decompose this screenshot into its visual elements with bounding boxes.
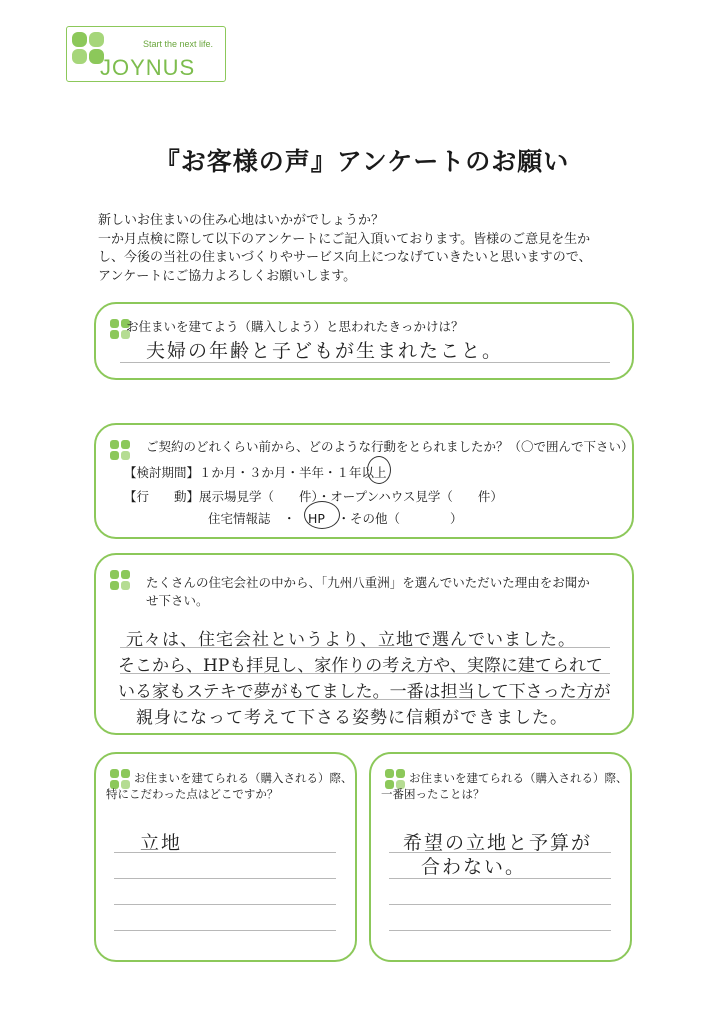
- question-box-motivation: [94, 302, 634, 380]
- handwritten-answer-line: 親身になって考えて下さる姿勢に信頼ができました。: [136, 708, 568, 728]
- clover-icon: [110, 440, 130, 460]
- action-label: 【行 動】: [124, 489, 200, 504]
- page-title: 『お客様の声』アンケートのお願い: [154, 147, 570, 176]
- intro-line: 新しいお住まいの住み心地はいかがでしょうか？: [98, 213, 385, 228]
- question-text: たくさんの住宅会社の中から、「九州八重洲」を選んでいただいた理由をお聞か: [146, 575, 590, 590]
- handwritten-answer-line: いる家もステキで夢がもてました。一番は担当して下さった方が: [118, 682, 611, 702]
- intro-line: 一か月点検に際して以下のアンケートにご記入頂いております。皆様のご意見を生か: [98, 231, 591, 247]
- action-options-1: 展示場見学（ 件）・オープンハウス見学（ 件）: [199, 489, 503, 504]
- period-row: [124, 463, 387, 481]
- answer-line: [389, 878, 611, 879]
- handwritten-answer-line: そこから、HPも拝見し、家作りの考え方や、実際に建てられて: [118, 656, 603, 676]
- action-row-2: 住宅情報誌 ・ HP ・その他（ ）: [208, 511, 463, 526]
- question-box-priority: [94, 752, 357, 962]
- period-options: １か月・３か月・半年・１年以上: [199, 465, 387, 480]
- question-text: 一番困ったことは？: [381, 787, 485, 801]
- question-text: せ下さい。: [146, 593, 209, 608]
- intro-line: アンケートにご協力よろしくお願いします。: [98, 268, 357, 284]
- question-box-reason: [94, 553, 634, 735]
- handwritten-answer-line: 元々は、住宅会社というより、立地で選んでいました。: [126, 630, 576, 650]
- answer-line: [114, 904, 336, 905]
- question-text: お住まいを建てよう（購入しよう）と思われたきっかけは？: [126, 319, 464, 334]
- clover-icon: [110, 570, 130, 590]
- question-text: ご契約のどれくらい前から、どのような行動をとられましたか？（〇で囲んで下さい）: [146, 439, 634, 454]
- answer-line: [389, 852, 611, 853]
- selection-circle: [304, 501, 340, 529]
- answer-line: [114, 852, 336, 853]
- logo-tagline: Start the next life.: [143, 39, 214, 49]
- question-text: お住まいを建てられる（購入される）際、: [134, 771, 353, 785]
- selection-circle: [367, 456, 391, 484]
- question-text: お住まいを建てられる（購入される）際、: [409, 771, 628, 785]
- answer-line: [389, 904, 611, 905]
- intro-line: し、今後の当社の住まいづくりやサービス向上につなげていきたいと思いますので、: [98, 250, 592, 265]
- joynus-logo: [66, 26, 226, 82]
- answer-line: [389, 930, 611, 931]
- answer-line: [120, 362, 610, 363]
- question-text: 特にこだわった点はどこですか？: [106, 787, 279, 801]
- answer-line: [114, 930, 336, 931]
- handwritten-answer-line: 希望の立地と予算が: [403, 832, 593, 854]
- period-label: 【検討期間】: [124, 465, 200, 480]
- handwritten-answer-line: 合わない。: [421, 856, 527, 878]
- handwritten-answer: 立地: [140, 832, 183, 854]
- intro-text: [98, 212, 658, 286]
- answer-line: [114, 878, 336, 879]
- handwritten-answer: 夫婦の年齢と子どもが生まれたこと。: [146, 340, 504, 362]
- logo-brand: JOYNUS: [100, 55, 196, 80]
- question-box-difficulty: [369, 752, 632, 962]
- question-box-timeline: [94, 423, 634, 539]
